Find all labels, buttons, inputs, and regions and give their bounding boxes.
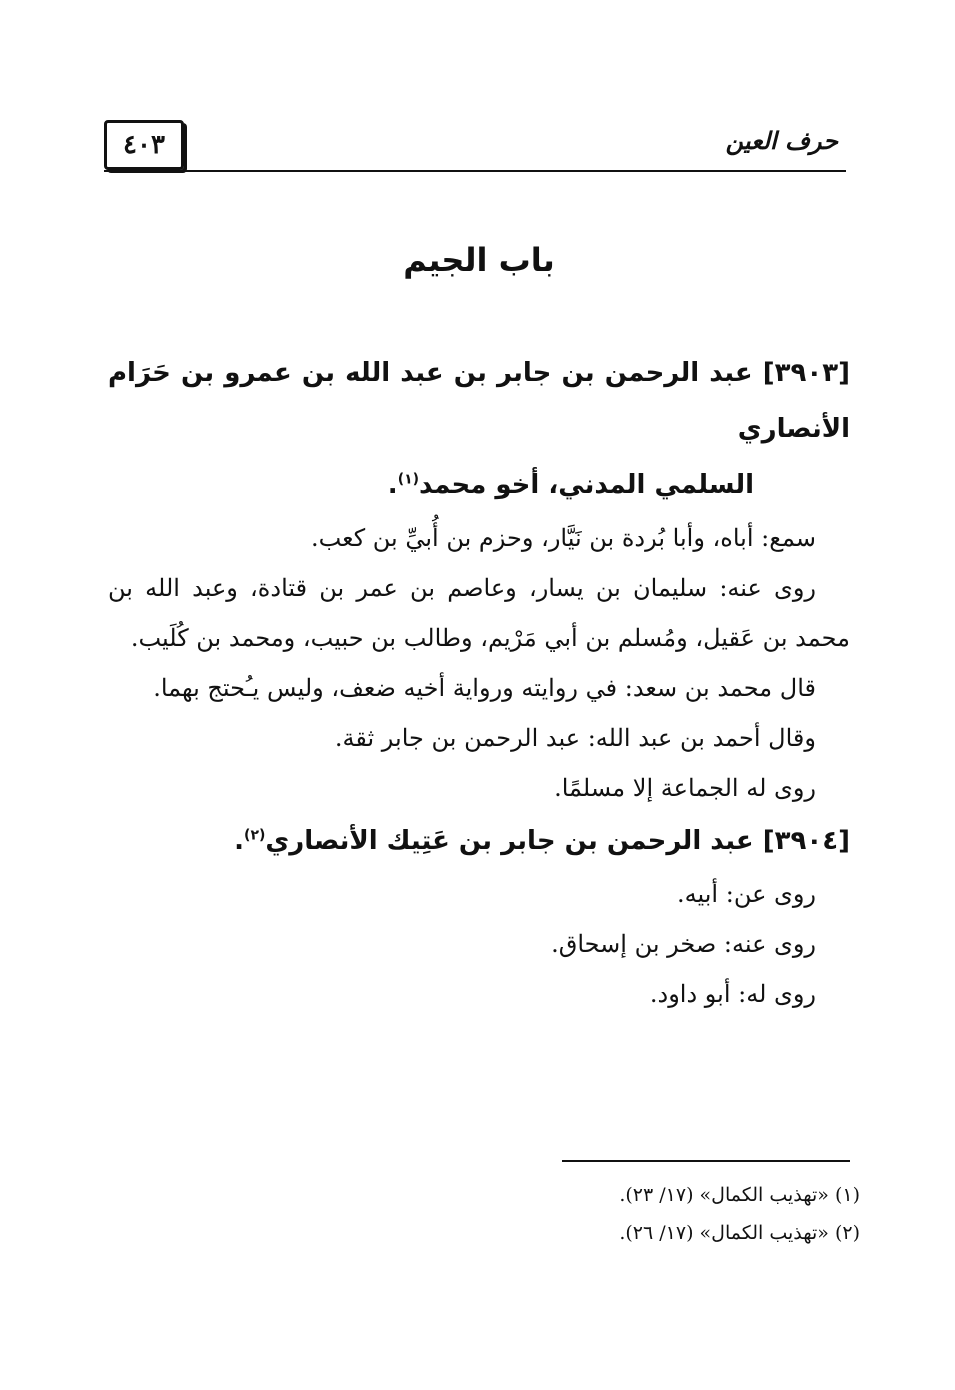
entry-3904 — [108, 813, 850, 1019]
page-content — [108, 238, 850, 1019]
paragraph-teachers: روى عن: أبيه. — [677, 879, 816, 908]
footnote-ref: (١) — [397, 471, 420, 488]
paragraph-ahmad: وقال أحمد بن عبد الله: عبد الرحمن بن جابر ثقة. — [334, 723, 816, 752]
paragraph-students: روى عنه: صخر بن إسحاق. — [551, 929, 816, 958]
footnotes — [450, 1176, 860, 1252]
entry-heading — [108, 345, 850, 513]
running-head: حرف العين — [725, 126, 838, 155]
paragraph-narrated-by: روى له الجماعة إلا مسلمًا. — [554, 773, 816, 802]
entry-heading-line1: [٣٩٠٤] عبد الرحمن بن جابر بن عَتِيك الأنصاري — [265, 825, 850, 856]
entry-heading-end: . — [234, 825, 245, 856]
page-number: ٤٠٣ — [104, 120, 184, 170]
entry-3903 — [108, 345, 850, 813]
footnote-rule — [562, 1160, 850, 1162]
paragraph-ibn-saad: قال محمد بن سعد: في روايته ورواية أخيه ضعف، وليس يـُحتج بهما. — [153, 673, 816, 702]
paragraph-teachers: سمع: أباه، وأبا بُردة بن نَيَّار، وحزم بن أُبيِّ بن كعب. — [310, 523, 816, 552]
entry-heading — [108, 813, 850, 869]
footnote-ref: (٢) — [244, 827, 266, 844]
paragraph-students: روى عنه: سليمان بن يسار، وعاصم بن عمر بن قتادة، وعبد الله بن محمد بن عَقيل، ومُسلم بن أبي مَرْيم، وطالب بن حبيب، ومحمد بن كُلَيب. — [108, 573, 850, 652]
entry-heading-line2: السلمي المدني، أخو محمد — [419, 469, 754, 500]
page-header — [104, 112, 844, 174]
entry-heading-line1: [٣٩٠٣] عبد الرحمن بن جابر بن عبد الله بن عمرو بن حَرَام الأنصاري — [108, 357, 850, 444]
chapter-title: باب الجيم — [403, 241, 555, 279]
footnote-2: (٢) «تهذيب الكمال» (١٧/ ٢٦). — [619, 1222, 860, 1244]
header-rule — [104, 170, 846, 172]
footnote-1: (١) «تهذيب الكمال» (١٧/ ٢٣). — [619, 1184, 860, 1206]
paragraph-narrated-by: روى له: أبو داود. — [649, 979, 816, 1008]
entry-heading-end: . — [387, 469, 398, 500]
